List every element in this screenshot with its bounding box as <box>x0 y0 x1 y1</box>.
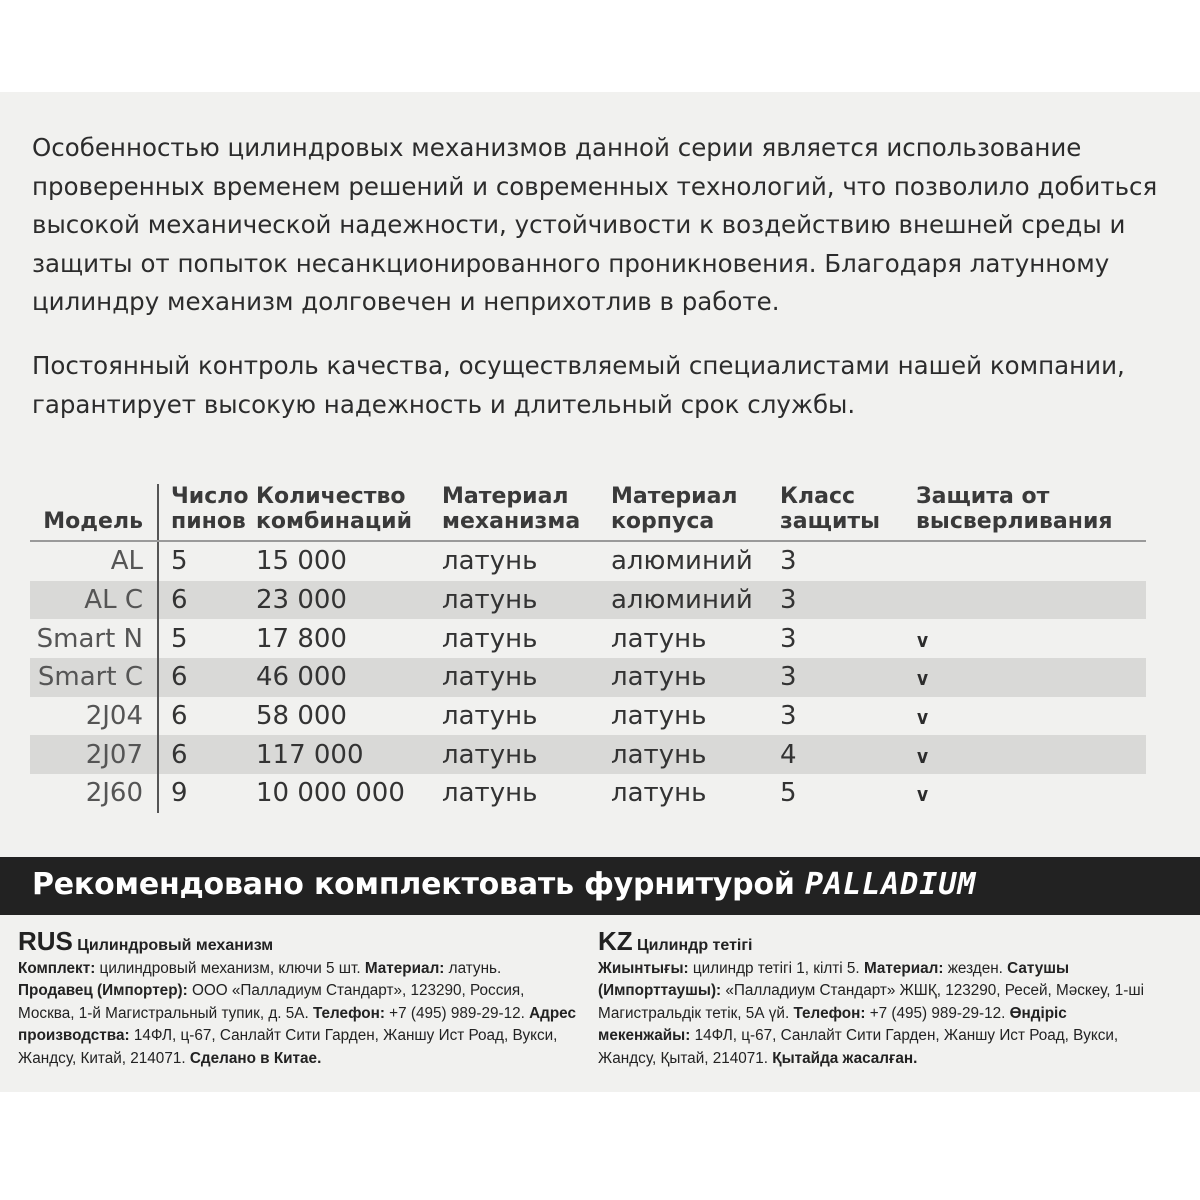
check-mark-icon: v <box>916 627 929 652</box>
table-row <box>30 658 1146 697</box>
cell-mechanism-material: латунь <box>442 658 611 697</box>
cell-body-material: алюминий <box>611 546 753 577</box>
cell-combinations: 17 800 <box>256 623 347 654</box>
cell-protection-class: 3 <box>780 581 916 620</box>
banner-message: Рекомендовано комплектовать фурнитурой <box>32 867 795 902</box>
cell-pins: 9 <box>171 778 188 809</box>
cell-combinations: 10 000 000 <box>256 778 405 809</box>
cell-drill-protection <box>916 774 1146 813</box>
header-body-material: Материал корпуса <box>611 484 780 541</box>
spec-table <box>30 484 1146 813</box>
cell-model: Smart N <box>30 619 158 658</box>
cell-mechanism-material: латунь <box>442 623 538 654</box>
cell-drill-protection <box>916 658 1146 697</box>
table-header-row <box>30 484 1146 541</box>
banner-text <box>32 867 977 902</box>
table-row <box>30 541 1146 581</box>
cell-protection-class: 3 <box>780 546 797 577</box>
check-mark-icon: v <box>916 666 929 691</box>
cell-protection-class: 5 <box>780 778 797 809</box>
cell-mechanism-material: латунь <box>442 778 538 809</box>
cell-pins: 6 <box>158 658 256 697</box>
cell-protection-class: 3 <box>780 701 797 732</box>
rus-header <box>18 926 578 958</box>
cell-pins: 6 <box>158 581 256 620</box>
language-code: RUS <box>18 926 73 956</box>
cell-combinations: 15 000 <box>256 546 347 577</box>
intro-paragraph-1: Особенностью цилиндровых механизмов данной серии является использование проверенных временем решений и современных технологий, что позволило добиться высокой механической надежности, устойчивости к воздействию внешней среды и защиты от попыток несанкционированного проникновения. Благодаря латунному цилиндру механизм долговечен и неприхотлив в работе. <box>32 133 1158 316</box>
cell-combinations: 23 000 <box>256 581 442 620</box>
table-row <box>30 697 1146 736</box>
rus-details: Комплект: цилиндровый механизм, ключи 5 шт. Материал: латунь. Продавец (Импортер): ООО «Палладиум Стандарт», 123290, Россия, Москва, 1-й Магистральный тупик, д. 5А. Телефон: +7 (495) 989-29-12. Адрес производства: 14ФЛ, ц-67, Санлайт Сити Гарден, Жаншу Ист Роад, Вукси, Жандсу, Китай, 214071. Сделано в Китае. <box>18 959 576 1067</box>
check-mark-icon: v <box>916 705 929 730</box>
cell-drill-protection <box>916 619 1146 658</box>
cell-body-material: латунь <box>611 778 707 809</box>
cell-protection-class: 3 <box>780 623 797 654</box>
cell-model: AL C <box>30 581 158 620</box>
cell-model: AL <box>30 541 158 581</box>
cell-pins: 5 <box>171 623 188 654</box>
header-pins: Число пинов <box>158 484 256 541</box>
product-info-sheet <box>0 92 1200 1092</box>
cell-combinations: 46 000 <box>256 658 442 697</box>
header-combinations: Количество комбинаций <box>256 484 442 541</box>
cell-combinations: 58 000 <box>256 701 347 732</box>
cell-body-material: латунь <box>611 658 780 697</box>
cell-model: 2J04 <box>30 697 158 736</box>
cell-body-material: латунь <box>611 735 780 774</box>
cell-model: 2J07 <box>30 735 158 774</box>
kz-details: Жиынтығы: цилиндр тетігі 1, кілті 5. Материал: жезден. Сатушы (Импорттаушы): «Палладиум Стандарт» ЖШҚ, 123290, Ресей, Мәскеу, 1-ші Магистральдік тетік, 5А үй. Телефон: +7 (495) 989-29-12. Өндіріс мекенжайы: 14ФЛ, ц-67, Санлайт Сити Гарден, Жаншу Ист Роад, Вукси, Жандсу, Қытай, 214071. Қытайда жасалған. <box>598 959 1145 1067</box>
cell-combinations: 117 000 <box>256 735 442 774</box>
language-code: KZ <box>598 926 633 956</box>
cell-model: Smart C <box>30 658 158 697</box>
table-row <box>30 581 1146 620</box>
header-protection-class: Класс защиты <box>780 484 916 541</box>
cell-body-material: латунь <box>611 701 707 732</box>
check-mark-icon: v <box>916 782 929 807</box>
header-mechanism-material: Материал механизма <box>442 484 611 541</box>
product-title: Цилиндровый механизм <box>77 937 274 954</box>
cell-drill-protection <box>916 735 1146 774</box>
check-mark-icon: v <box>916 743 929 768</box>
cell-drill-protection <box>916 581 1146 620</box>
cell-body-material: алюминий <box>611 581 780 620</box>
table-row <box>30 774 1146 813</box>
header-model: Модель <box>30 484 158 541</box>
kz-label-block <box>598 926 1158 1071</box>
cell-mechanism-material: латунь <box>442 546 538 577</box>
cell-pins: 6 <box>158 735 256 774</box>
cell-protection-class: 4 <box>780 735 916 774</box>
cell-body-material: латунь <box>611 623 707 654</box>
cell-model: 2J60 <box>30 774 158 813</box>
rus-label-block <box>18 926 578 1071</box>
product-title: Цилиндр тетігі <box>636 937 753 954</box>
intro-paragraph-2: Постоянный контроль качества, осуществляемый специалистами нашей компании, гарантирует высокую надежность и длительный срок службы. <box>32 351 1125 419</box>
header-drill-protection: Защита от высверливания <box>916 484 1146 541</box>
kz-header <box>598 926 1158 958</box>
cell-mechanism-material: латунь <box>442 701 538 732</box>
table-row <box>30 619 1146 658</box>
table-row <box>30 735 1146 774</box>
cell-mechanism-material: латунь <box>442 581 611 620</box>
cell-drill-protection <box>916 697 1146 736</box>
cell-pins: 6 <box>171 701 188 732</box>
cell-pins: 5 <box>171 546 188 577</box>
cell-protection-class: 3 <box>780 658 916 697</box>
recommendation-banner <box>0 857 1200 915</box>
brand-logo: PALLADIUM <box>804 867 977 902</box>
cell-mechanism-material: латунь <box>442 735 611 774</box>
cell-drill-protection <box>916 541 1146 581</box>
